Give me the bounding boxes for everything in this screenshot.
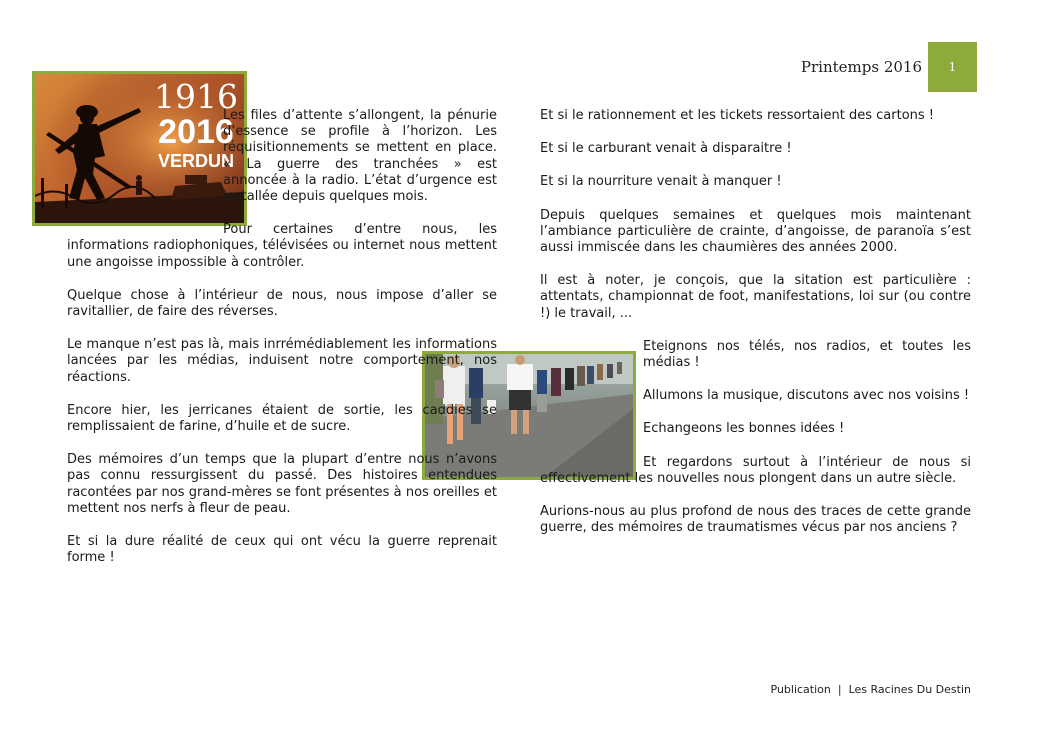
paragraph: Les files d’attente s’allongent, la pénurie d’essence se profile à l’horizon. Les réquisitionnements se mettent en place. « La guerre des tranchées » est annoncée à la radio. L’état d’urgence est installée depuis quelques mois.: [223, 108, 497, 205]
paragraph: Le manque n’est pas là, mais inrrémédiablement les informations lancées par les médias, induisent notre comportement, nos réactions.: [67, 337, 497, 385]
paragraph: Aurions-nous au plus profond de nous des traces de cette grande guerre, des mémoires de traumatismes vécus par nos anciens ?: [540, 504, 971, 536]
paragraph: Quelque chose à l’intérieur de nous, nous impose d’aller se ravitallier, de faire des réverses.: [67, 287, 497, 320]
left-text-column: [67, 108, 497, 583]
paragraph: Eteignons nos télés, nos radios, et toutes les médias !: [643, 338, 971, 371]
footer-publication-name: Les Racines Du Destin: [848, 683, 971, 696]
paragraph: Depuis quelques semaines et quelques mois maintenant l’ambiance particulière de crainte, d’angoisse, de paranoïa s’est aussi immiscée dans les chaumières des années 2000.: [540, 207, 971, 256]
paragraph: Encore hier, les jerricanes étaient de sortie, les caddies se remplissaient de farine, d’huile et de sucre.: [67, 402, 497, 435]
paragraph: Pour certaines d’entre nous, les informations radiophoniques, télévisées ou internet nous mettent une angoisse impossible à contrôler.: [67, 222, 497, 270]
verdun-year-2016: 2016: [158, 113, 234, 151]
page-number-badge: [928, 42, 977, 92]
right-text-column: [540, 108, 971, 553]
paragraph: Allumons la musique, discutons avec nos voisins !: [643, 388, 970, 404]
paragraph: Et si la nourriture venait à manquer !: [540, 174, 782, 190]
footer-publication: Publication: [770, 683, 831, 696]
page-number: 1: [948, 60, 957, 74]
paragraph: Et si la dure réalité de ceux qui ont vécu la guerre reprenait forme !: [67, 534, 497, 566]
verdun-image-wrap-space: [32, 108, 223, 226]
verdun-label: VERDUN: [157, 151, 234, 171]
page-header-title: Printemps 2016: [800, 58, 922, 76]
page-footer: [720, 683, 971, 696]
paragraph: Et si le carburant venait à disparaitre !: [540, 141, 792, 157]
queue-image-wrap-space-right: [540, 337, 643, 467]
paragraph: Il est à noter, je conçois, que la sitation est particulière : attentats, championnat de foot, manifestations, loi sur (ou contre !) le travail, ...: [540, 273, 971, 321]
footer-separator: |: [837, 683, 842, 696]
paragraph: Des mémoires d’un temps que la plupart d’entre nous n’avons pas connu ressurgissent du passé. Des histoires entendues racontées par nos grand-mères se font présentes à nos oreilles et mettent nos nerfs à fleur de peau.: [67, 452, 497, 516]
verdun-year-1916: 1916: [154, 77, 238, 116]
paragraph: Echangeons les bonnes idées !: [643, 421, 845, 437]
paragraph: Et si le rationnement et les tickets ressortaient des cartons !: [540, 108, 935, 123]
paragraph: Et regardons surtout à l’intérieur de nous si effectivement les nouvelles nous plongent dans un autre siècle.: [540, 454, 971, 486]
